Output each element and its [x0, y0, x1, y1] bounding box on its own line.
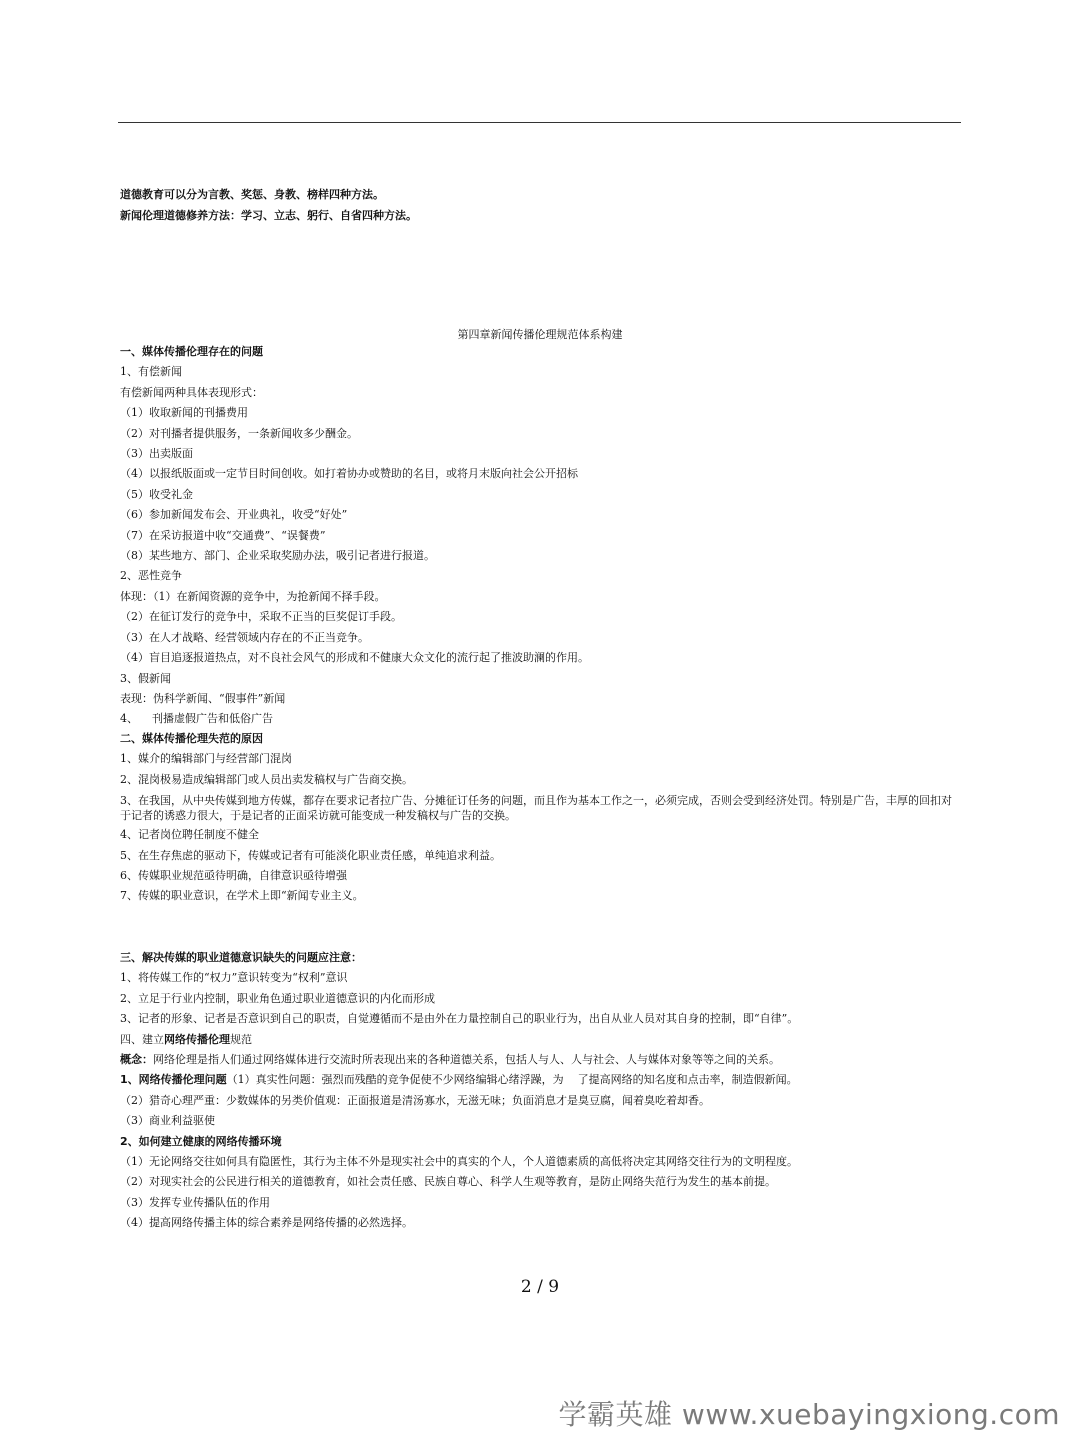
text-part: 了提高网络的知名度和点击率，制造假新闻。	[577, 1073, 798, 1087]
section-heading: 三、解决传媒的职业道德意识缺失的问题应注意：	[120, 951, 362, 964]
text-line	[120, 709, 960, 729]
text-line: 3、记者的形象、记者是否意识到自己的职责，自觉遵循而不是由外在力量控制自己的职业行为，出自从业人员对其自身的控制，即“自律”。	[120, 1012, 799, 1026]
text-part: （1）真实性问题：强烈而残酷的竞争促使不少网络编辑心绪浮躁，为	[226, 1073, 564, 1087]
chapter-title: 第四章新闻传播伦理规范体系构建	[457, 328, 623, 341]
text-line: 7、传媒的职业意识，在学术上即“新闻专业主义。	[120, 889, 364, 903]
text-line: 有偿新闻两种具体表现形式：	[120, 385, 263, 399]
text-line: （1）收取新闻的刊播费用	[120, 406, 248, 420]
section-heading: 二、媒体传播伦理失范的原因	[120, 732, 263, 745]
page-number: 2 / 9	[520, 1277, 560, 1297]
text-line: （2）猎奇心理严重：少数媒体的另类价值观：正面报道是清汤寡水，无滋无味；负面消息才是臭豆腐，闻着臭吃着却香。	[120, 1093, 710, 1107]
text-line: （4）以报纸版面或一定节目时间创收。如打着协办或赞助的名目，或将月末版向社会公开招标	[120, 467, 578, 481]
text-line: （4）提高网络传播主体的综合素养是网络传播的必然选择。	[120, 1216, 413, 1230]
text-line: （8）某些地方、部门、企业采取奖励办法，吸引记者进行报道。	[120, 549, 435, 563]
text-line: 2、混岗极易造成编辑部门或人员出卖发稿权与广告商交换。	[120, 772, 413, 786]
text-line: （3）发挥专业传播队伍的作用	[120, 1195, 270, 1209]
item-number: 4、	[120, 712, 138, 726]
subheading-label: 2、如何建立健康的网络传播环境	[120, 1134, 282, 1148]
text-line: （7）在采访报道中收“交通费”、“误餐费”	[120, 528, 326, 542]
heading-part: 网络传播伦理	[164, 1032, 230, 1046]
section-3	[120, 948, 960, 1234]
text-line: （6）参加新闻发布会、开业典礼，收受“好处”	[120, 508, 348, 522]
heading-part: 规范	[230, 1032, 252, 1046]
text-line: （1）无论网络交往如何具有隐匿性，其行为主体不外是现实社会中的真实的个人，个人道德素质的高低将决定其网络交往行为的文明程度。	[120, 1155, 798, 1169]
text-line: 2、恶性竞争	[120, 569, 182, 583]
text-line: 4、记者岗位聘任制度不健全	[120, 828, 259, 842]
text-line: （3）商业利益驱使	[120, 1114, 215, 1128]
intro-line: 道德教育可以分为言教、奖惩、身教、榜样四种方法。	[120, 188, 384, 201]
subheading-line	[120, 1070, 960, 1090]
intro-line: 新闻伦理道德修养方法：学习、立志、躬行、自省四种方法。	[120, 209, 417, 222]
subheading-label: 1、网络传播伦理问题	[120, 1073, 227, 1087]
section-1	[120, 342, 960, 730]
text-line: 1、有偿新闻	[120, 365, 182, 379]
text-line: （5）收受礼金	[120, 487, 193, 501]
text-line: （3）在人才战略、经营领域内存在的不正当竞争。	[120, 630, 369, 644]
site-watermark: 学霸英雄 www.xuebayingxiong.com	[558, 1398, 1060, 1431]
section-2	[120, 729, 960, 907]
concept-text: 网络伦理是指人们通过网络媒体进行交流时所表现出来的各种道德关系，包括人与人、人与社会、人与媒体对象等等之间的关系。	[153, 1053, 780, 1067]
text-line: 3、假新闻	[120, 671, 171, 685]
section-heading	[120, 1030, 960, 1050]
text-line: 表现：伪科学新闻、“假事件”新闻	[120, 691, 286, 705]
text-paragraph: 3、在我国，从中央传媒到地方传媒，都存在要求记者拉广告、分摊征订任务的问题，而且作为基本工作之一，必须完成，否则会受到经济处罚。特别是广告，丰厚的回扣对于记者的诱惑力很大，于是记者的正面采访就可能变成一种发稿权与广告的交换。	[120, 794, 952, 823]
text-line: （3）出卖版面	[120, 447, 193, 461]
text-line: 5、在生存焦虑的驱动下，传媒或记者有可能淡化职业责任感，单纯追求利益。	[120, 848, 501, 862]
text-line: （4）盲目追逐报道热点，对不良社会风气的形成和不健康大众文化的流行起了推波助澜的作用。	[120, 651, 589, 665]
intro-block	[120, 184, 417, 226]
item-text: 刊播虚假广告和低俗广告	[152, 712, 273, 726]
text-line: 1、将传媒工作的“权力”意识转变为“权利”意识	[120, 971, 348, 985]
concept-line	[120, 1050, 960, 1070]
section-heading: 一、媒体传播伦理存在的问题	[120, 345, 263, 358]
header-rule	[118, 122, 961, 123]
text-line: （2）对刊播者提供服务，一条新闻收多少酬金。	[120, 426, 358, 440]
text-line: （2）对现实社会的公民进行相关的道德教育，如社会责任感、民族自尊心、科学人生观等教育，是防止网络失范行为发生的基本前提。	[120, 1175, 776, 1189]
text-line: 6、传媒职业规范亟待明确，自律意识亟待增强	[120, 869, 347, 883]
heading-part: 四、建立	[120, 1032, 164, 1046]
concept-label: 概念：	[120, 1053, 153, 1067]
text-line: 2、立足于行业内控制，职业角色通过职业道德意识的内化而形成	[120, 991, 435, 1005]
text-line: （2）在征订发行的竞争中，采取不正当的巨奖促订手段。	[120, 610, 402, 624]
text-line: 1、媒介的编辑部门与经营部门混岗	[120, 752, 292, 766]
text-line: 体现：（1）在新闻资源的竞争中，为抢新闻不择手段。	[120, 589, 386, 603]
